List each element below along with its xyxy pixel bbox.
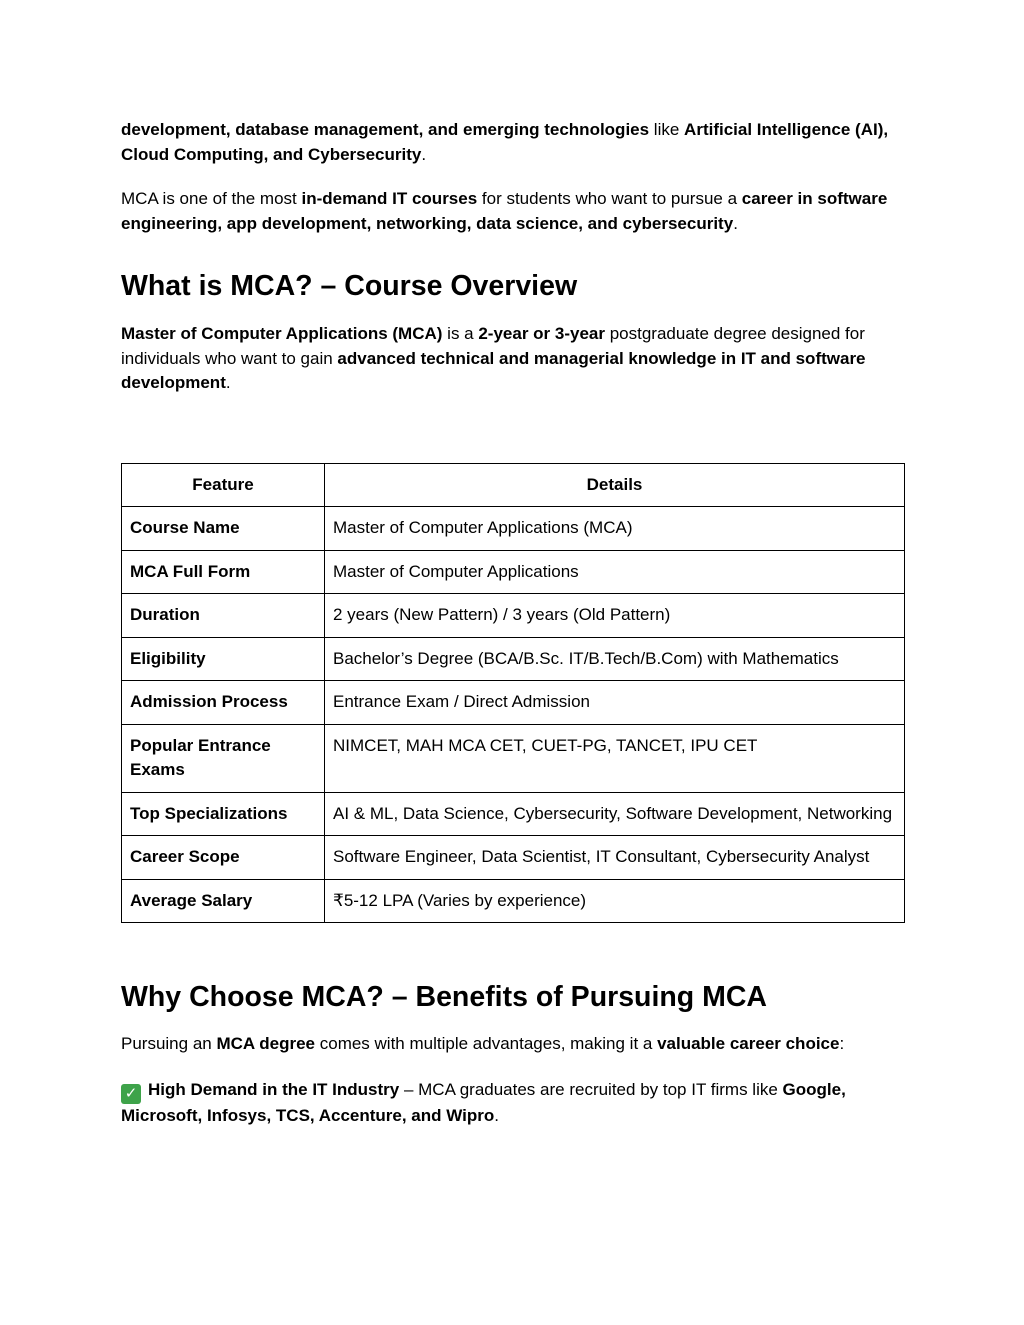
details-cell: Master of Computer Applications — [325, 550, 905, 594]
intro-paragraph-2: MCA is one of the most in-demand IT courses for students who want to pursue a career in software engineering, app development, networking, data science, and cybersecurity. — [121, 189, 888, 233]
course-overview-table — [121, 463, 905, 924]
table-row — [122, 507, 905, 551]
details-cell: ₹5-12 LPA (Varies by experience) — [325, 879, 905, 923]
table-header-feature: Feature — [122, 463, 325, 507]
details-cell: Software Engineer, Data Scientist, IT Consultant, Cybersecurity Analyst — [325, 836, 905, 880]
feature-cell: Eligibility — [122, 637, 325, 681]
intro-paragraph-1: development, database management, and emerging technologies like Artificial Intelligence (AI), Cloud Computing, and Cybersecurity. — [121, 120, 889, 164]
table-row — [122, 550, 905, 594]
table-header-row — [122, 463, 905, 507]
details-cell: Entrance Exam / Direct Admission — [325, 681, 905, 725]
details-cell: Master of Computer Applications (MCA) — [325, 507, 905, 551]
check-mark-icon: ✓ — [121, 1084, 141, 1104]
details-cell: 2 years (New Pattern) / 3 years (Old Pattern) — [325, 594, 905, 638]
feature-cell: MCA Full Form — [122, 550, 325, 594]
table-row — [122, 681, 905, 725]
feature-cell: Admission Process — [122, 681, 325, 725]
overview-paragraph: Master of Computer Applications (MCA) is a 2-year or 3-year postgraduate degree designed for individuals who want to gain advanced technical and managerial knowledge in IT and software development. — [121, 324, 866, 392]
table-row — [122, 836, 905, 880]
feature-cell: Top Specializations — [122, 792, 325, 836]
overview-heading: What is MCA? – Course Overview — [121, 270, 578, 302]
details-cell: Bachelor’s Degree (BCA/B.Sc. IT/B.Tech/B.Com) with Mathematics — [325, 637, 905, 681]
document-page — [121, 118, 905, 1128]
benefit-item: ✓ High Demand in the IT Industry – MCA graduates are recruited by top IT firms like Google, Microsoft, Infosys, TCS, Accenture, and Wipro. — [121, 1079, 846, 1125]
table-row — [122, 637, 905, 681]
table-row — [122, 594, 905, 638]
why-paragraph: Pursuing an MCA degree comes with multiple advantages, making it a valuable career choice: — [121, 1034, 845, 1053]
table-row — [122, 879, 905, 923]
table-row — [122, 724, 905, 792]
details-cell: NIMCET, MAH MCA CET, CUET-PG, TANCET, IPU CET — [325, 724, 905, 792]
feature-cell: Course Name — [122, 507, 325, 551]
table-row — [122, 792, 905, 836]
table-header-details: Details — [325, 463, 905, 507]
feature-cell: Duration — [122, 594, 325, 638]
why-heading: Why Choose MCA? – Benefits of Pursuing MCA — [121, 981, 768, 1013]
feature-cell: Average Salary — [122, 879, 325, 923]
feature-cell: Career Scope — [122, 836, 325, 880]
feature-cell: Popular Entrance Exams — [122, 724, 325, 792]
details-cell: AI & ML, Data Science, Cybersecurity, Software Development, Networking — [325, 792, 905, 836]
